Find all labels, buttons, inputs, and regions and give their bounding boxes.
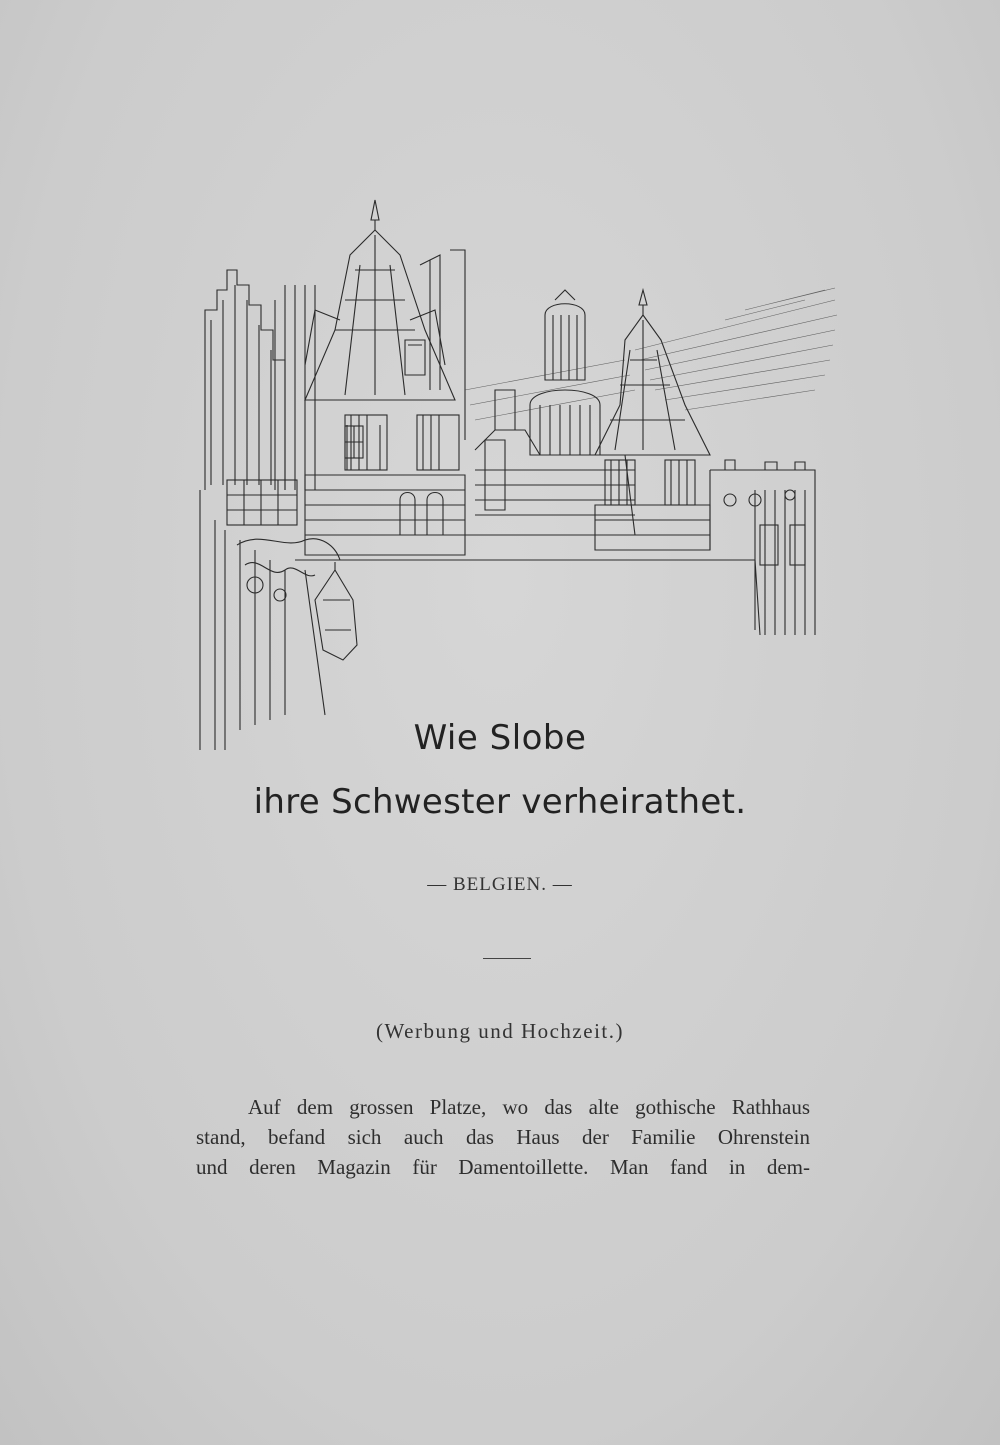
title-line-1: Wie Slobe — [413, 718, 587, 758]
body-line: Auf dem grossen Platze, wo das alte gothische Rathhaus — [248, 1095, 810, 1119]
title-line-2: ihre Schwester verheirathet. — [253, 782, 747, 822]
section-heading: (Werbung und Hochzeit.) — [376, 1019, 624, 1043]
body-line: stand, befand sich auch das Haus der Familie Ohrenstein — [196, 1125, 810, 1149]
country-subtitle: — BELGIEN. — — [427, 874, 573, 895]
section-divider — [483, 958, 531, 959]
gothic-townscape-illustration — [165, 190, 845, 760]
body-line: und deren Magazin für Damentoillette. Man fand in dem- — [196, 1155, 810, 1179]
body-paragraph — [196, 1092, 810, 1182]
